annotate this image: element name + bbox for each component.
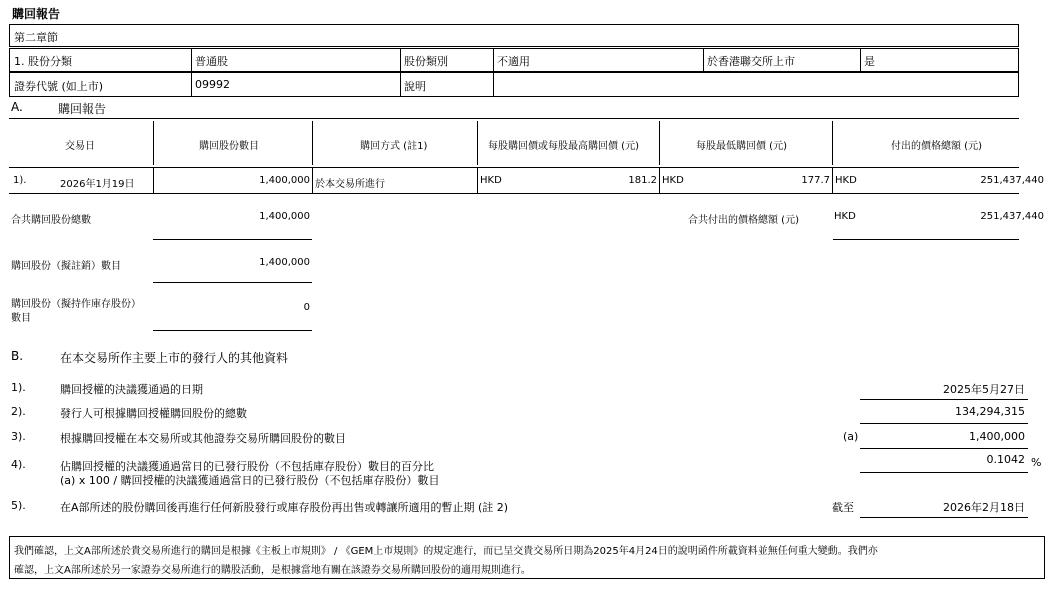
treasury-label-1: 購回股份（擬持作庫存股份）	[11, 299, 141, 310]
b-item-value: 2025年5月27日	[943, 383, 1025, 396]
divider	[400, 73, 401, 96]
info-row-1	[9, 48, 1019, 72]
divider	[191, 49, 192, 71]
row-divider	[153, 167, 154, 193]
row1-total: 251,437,440	[980, 175, 1044, 186]
row1-currency-low: HKD	[662, 175, 684, 186]
b-item-prefix: 截至	[832, 501, 854, 514]
row-rule-top	[9, 167, 1019, 168]
cancel-value: 1,400,000	[259, 257, 310, 268]
total-shares-value: 1,400,000	[259, 211, 310, 222]
divider	[493, 73, 494, 96]
b-item-value: 0.1042	[986, 453, 1025, 466]
b-item-idx: 3).	[11, 430, 26, 443]
b-item-rule	[860, 399, 1028, 400]
confirmation-box	[9, 536, 1045, 579]
section-a-rule	[9, 118, 1019, 119]
total-price-label: 合共付出的價格總額 (元)	[688, 215, 799, 226]
treasury-value: 0	[303, 302, 310, 313]
b-item-rule	[860, 517, 1028, 518]
b-item-text: 發行人可根據購回授權購回股份的總數	[60, 407, 247, 420]
treasury-label-2: 數目	[11, 313, 31, 324]
section-b-num: B.	[11, 349, 24, 363]
cancel-rule	[153, 282, 312, 283]
share-type-value: 不適用	[497, 55, 530, 68]
row1-idx: 1).	[13, 175, 27, 186]
b-item-text: 購回授權的決議獲通過的日期	[60, 383, 203, 396]
row1-high-price: 181.2	[628, 175, 657, 186]
desc-label: 說明	[404, 80, 426, 93]
row1-currency-total: HKD	[835, 175, 857, 186]
row-divider	[477, 167, 478, 193]
treasury-rule	[153, 330, 312, 331]
divider	[400, 49, 401, 71]
row1-currency-high: HKD	[480, 175, 502, 186]
chapter-row	[9, 24, 1019, 47]
section-a-num: A.	[11, 100, 23, 114]
row1-low-price: 177.7	[801, 175, 830, 186]
listed-value: 是	[864, 55, 875, 68]
doc-title: 購回報告	[12, 7, 61, 21]
header-divider	[477, 121, 478, 165]
confirmation-line-2: 確認，上文A部所述於另一家證券交易所進行的購股活動，是根據當地有關在該證券交易所購回股份的適用規則進行。	[14, 565, 531, 576]
header-low-price: 每股最低購回價 (元)	[696, 141, 787, 152]
confirmation-line-1: 我們確認，上文A部所述於貴交易所進行的購回是根據《主板上市規則》 / 《GEM上市規則》的規定進行，而已呈交貴交易所日期為2025年4月24日的說明函件所載資料並無任何重大變動。我們亦	[14, 546, 878, 557]
listed-label: 於香港聯交所上市	[707, 55, 795, 68]
row-divider	[659, 167, 660, 193]
chapter-label: 第二章節	[14, 31, 58, 44]
header-method: 購回方式 (註1)	[360, 141, 428, 152]
header-date: 交易日	[65, 141, 95, 152]
b-item-value: 1,400,000	[969, 430, 1025, 443]
cancel-label: 購回股份（擬註銷）數目	[11, 261, 121, 272]
row1-method: 於本交易所進行	[315, 179, 385, 190]
b-item-text-2: (a) x 100 / 購回授權的決議獲通過當日的已發行股份（不包括庫存股份）數目	[60, 474, 440, 487]
row-rule-bottom	[9, 193, 1019, 194]
section-a-title: 購回報告	[58, 102, 107, 116]
total-price-rule	[833, 239, 1019, 240]
share-class-value: 普通股	[195, 55, 228, 68]
share-class-label: 1. 股份分類	[14, 55, 72, 68]
header-divider	[832, 121, 833, 165]
row-divider	[312, 167, 313, 193]
header-total: 付出的價格總額 (元)	[891, 141, 982, 152]
share-type-label: 股份類別	[404, 55, 448, 68]
b-item-idx: 5).	[11, 499, 26, 512]
b-item-rule	[860, 448, 1028, 449]
b-item-text: 在A部所述的股份購回後再進行任何新股發行或庫存股份再出售或轉讓所適用的暫止期 (註 2)	[60, 501, 509, 514]
b-item-suffix: %	[1031, 456, 1042, 469]
divider	[860, 49, 861, 71]
b-item-value: 134,294,315	[955, 405, 1025, 418]
total-price-value: 251,437,440	[980, 211, 1044, 222]
header-divider	[659, 121, 660, 165]
code-value: 09992	[195, 78, 230, 91]
header-shares: 購回股份數目	[199, 141, 259, 152]
b-item-idx: 2).	[11, 405, 26, 418]
b-item-idx: 4).	[11, 458, 26, 471]
b-item-text: 根據購回授權在本交易所或其他證券交易所購回股份的數目	[60, 432, 346, 445]
row1-date: 2026年1月19日	[60, 179, 135, 190]
total-shares-rule	[153, 239, 312, 240]
header-divider	[153, 121, 154, 165]
total-shares-label: 合共購回股份總數	[11, 215, 91, 226]
info-row-2	[9, 72, 1019, 97]
b-item-value: 2026年2月18日	[943, 501, 1025, 514]
header-high-price: 每股購回價或每股最高購回價 (元)	[488, 141, 639, 152]
b-item-rule	[860, 472, 1028, 473]
section-b-title: 在本交易所作主要上市的發行人的其他資料	[60, 351, 289, 365]
b-item-idx: 1).	[11, 381, 26, 394]
b-item-rule	[860, 423, 1028, 424]
total-price-currency: HKD	[834, 211, 856, 222]
code-label: 證券代號 (如上市)	[14, 80, 104, 93]
row1-shares: 1,400,000	[259, 175, 310, 186]
header-divider	[312, 121, 313, 165]
b-item-text: 佔購回授權的決議獲通過當日的已發行股份（不包括庫存股份）數目的百分比	[60, 460, 434, 473]
b-item-prefix: (a)	[843, 430, 859, 443]
row-divider	[832, 167, 833, 193]
divider	[703, 49, 704, 71]
divider	[191, 73, 192, 96]
divider	[493, 49, 494, 71]
